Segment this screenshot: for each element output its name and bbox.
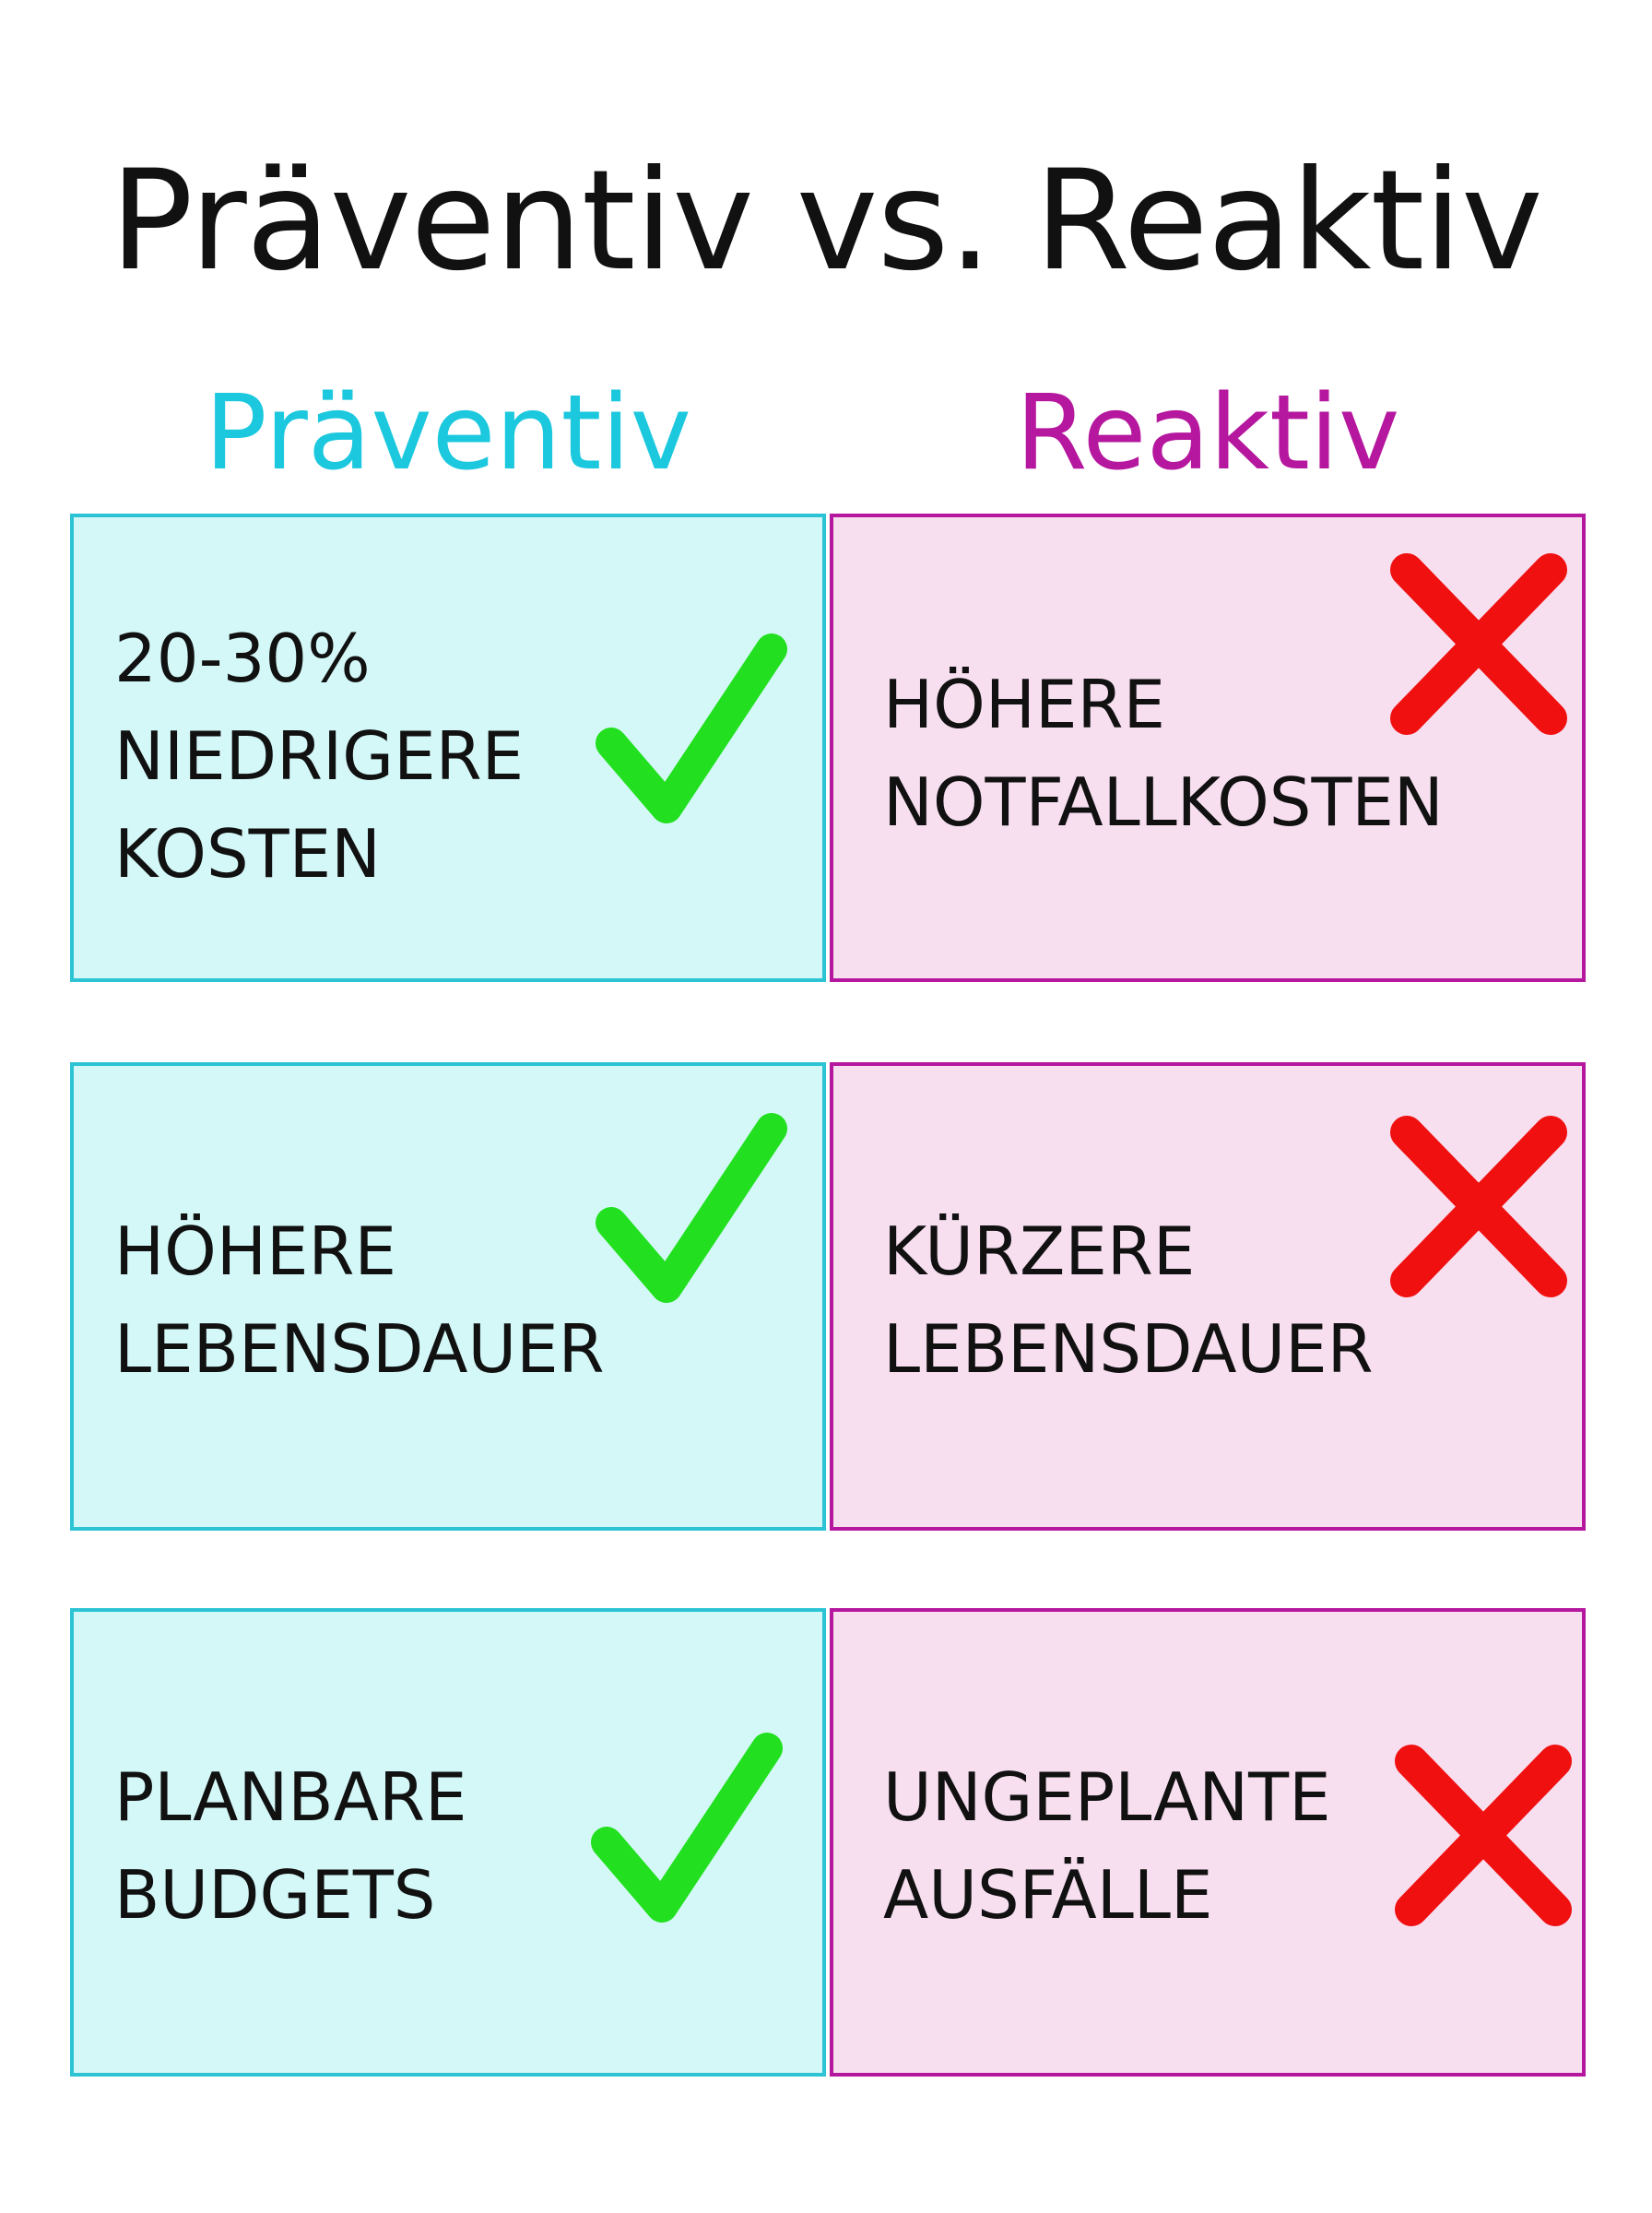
reactive-card-lifespan [830, 1062, 1586, 1531]
reactive-card-text: HÖHERE NOTFALLKOSTEN [883, 666, 1444, 841]
preventive-card-text: PLANBARE BUDGETS [114, 1758, 467, 1934]
page-title: Präventiv vs. Reaktiv [110, 141, 1542, 302]
preventive-card-text: HÖHERE LEBENSDAUER [114, 1213, 605, 1388]
reactive-card-text: UNGEPLANTE AUSFÄLLE [883, 1758, 1331, 1934]
preventive-card-text: 20-30% NIEDRIGERE KOSTEN [114, 620, 525, 893]
preventive-card-lifespan [70, 1062, 826, 1531]
checkmark-icon [595, 623, 788, 835]
cross-icon [1391, 1741, 1575, 1930]
reactive-card-text: KÜRZERE LEBENSDAUER [883, 1213, 1374, 1388]
reactive-card-failures [830, 1608, 1586, 2077]
column-header-reactive: Reaktiv [1015, 373, 1400, 493]
column-header-preventive: Präventiv [205, 373, 691, 493]
cross-icon [1386, 1112, 1571, 1301]
cross-icon [1386, 550, 1571, 739]
reactive-card-costs [830, 514, 1586, 982]
preventive-card-budgets [70, 1608, 826, 2077]
checkmark-icon [590, 1722, 784, 1935]
checkmark-icon [595, 1103, 788, 1315]
preventive-card-costs [70, 514, 826, 982]
